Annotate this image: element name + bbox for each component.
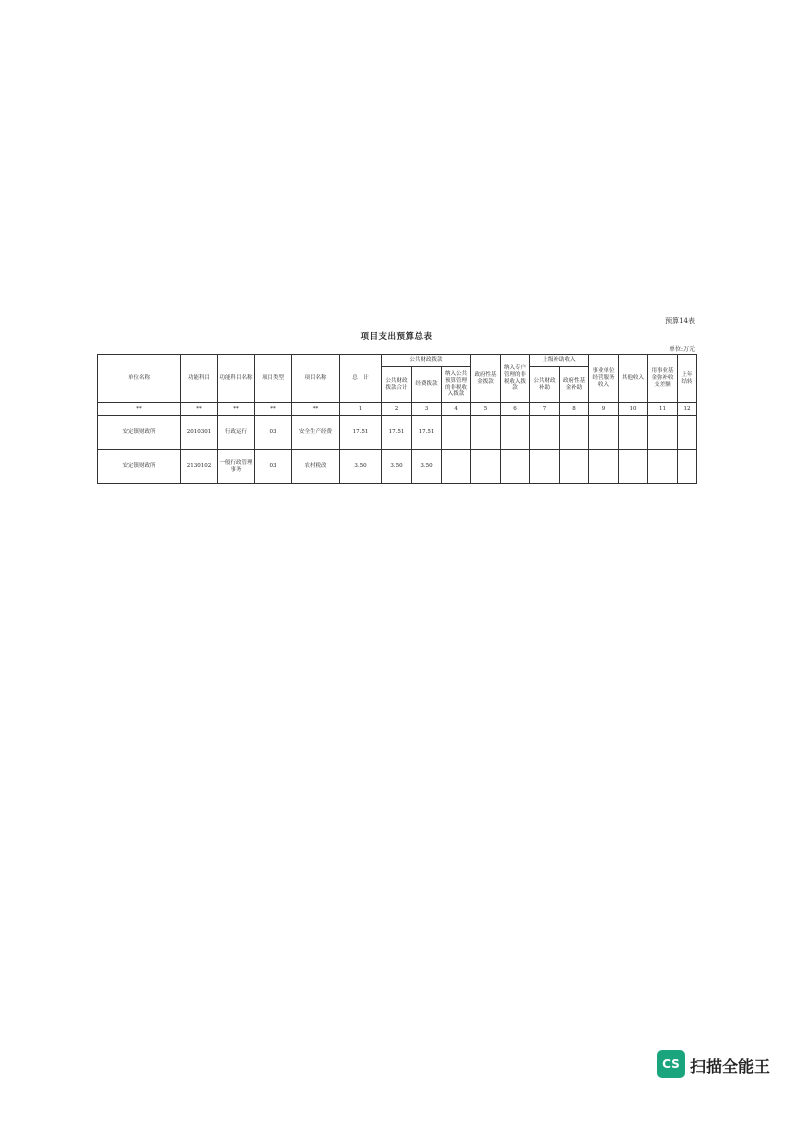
index-cell: 3 (412, 403, 442, 416)
index-cell: ** (218, 403, 255, 416)
header-fund-supplement: 用事业基金弥补收支差额 (648, 355, 678, 403)
cell-unit: 安定镇财政所 (98, 450, 181, 484)
index-cell: 10 (619, 403, 648, 416)
index-cell: 9 (589, 403, 619, 416)
cell-empty (471, 416, 501, 450)
cell-code: 2130102 (181, 450, 218, 484)
cell-empty (678, 450, 697, 484)
header-public-subsidy: 公共财政补助 (530, 367, 560, 403)
index-cell: 4 (442, 403, 471, 416)
cell-type: 03 (255, 450, 292, 484)
unit-label: 单位:万元 (668, 346, 695, 353)
cell-empty (678, 416, 697, 450)
cell-empty (471, 450, 501, 484)
index-cell: ** (292, 403, 340, 416)
cell-empty (442, 450, 471, 484)
index-cell: ** (181, 403, 218, 416)
index-cell: 1 (340, 403, 382, 416)
index-cell: 2 (382, 403, 412, 416)
cell-total: 3.50 (340, 450, 382, 484)
cell-project: 安全生产经费 (292, 416, 340, 450)
cell-empty (530, 416, 560, 450)
cell-empty (648, 450, 678, 484)
table-row (98, 450, 697, 484)
cell-type: 03 (255, 416, 292, 450)
cell-empty (648, 416, 678, 450)
index-cell: 6 (501, 403, 530, 416)
cell-empty (619, 416, 648, 450)
watermark-text: 扫描全能王 (690, 1057, 771, 1076)
index-cell: 11 (648, 403, 678, 416)
cell-public-finance-total: 3.50 (382, 450, 412, 484)
header-public-finance-total: 公共财政拨款合计 (382, 367, 412, 403)
header-special-nontax: 纳入专户管理的非税收入拨款 (501, 355, 530, 403)
table-row (98, 416, 697, 450)
header-business-income: 事业单位经营服务收入 (589, 355, 619, 403)
header-public-finance: 公共财政拨款 (382, 355, 471, 367)
cell-operating-funds: 3.50 (412, 450, 442, 484)
header-superior-subsidy: 上级补助收入 (530, 355, 589, 367)
cell-operating-funds: 17.51 (412, 416, 442, 450)
cell-empty (530, 450, 560, 484)
budget-table (97, 354, 697, 484)
cell-empty (501, 416, 530, 450)
header-function-code: 功能科目 (181, 355, 218, 403)
cell-unit: 安定镇财政所 (98, 416, 181, 450)
index-cell: 7 (530, 403, 560, 416)
cell-empty (501, 450, 530, 484)
header-project-type: 项目类型 (255, 355, 292, 403)
cell-empty (560, 416, 589, 450)
cell-empty (589, 416, 619, 450)
header-unit-name: 单位名称 (98, 355, 181, 403)
cell-project: 农村税改 (292, 450, 340, 484)
form-number: 预算14表 (665, 317, 695, 325)
page-title: 项目支出预算总表 (360, 332, 433, 342)
index-cell: 5 (471, 403, 501, 416)
index-cell: 12 (678, 403, 697, 416)
cell-empty (619, 450, 648, 484)
cell-total: 17.51 (340, 416, 382, 450)
cell-function: 一般行政管理事务 (218, 450, 255, 484)
header-function-name: 功能科目名称 (218, 355, 255, 403)
header-project-name: 项目名称 (292, 355, 340, 403)
cell-function: 行政运行 (218, 416, 255, 450)
header-other-income: 其他收入 (619, 355, 648, 403)
header-total: 总 计 (340, 355, 382, 403)
header-special-account: 纳入公共预算管理的非税收入拨款 (442, 367, 471, 403)
camscanner-logo-icon: CS (657, 1050, 685, 1078)
index-row (98, 403, 697, 416)
index-cell: ** (98, 403, 181, 416)
header-last-year-balance: 上年结转 (678, 355, 697, 403)
index-cell: ** (255, 403, 292, 416)
header-operating-funds: 经费拨款 (412, 367, 442, 403)
cell-empty (560, 450, 589, 484)
cell-empty (442, 416, 471, 450)
index-cell: 8 (560, 403, 589, 416)
cell-public-finance-total: 17.51 (382, 416, 412, 450)
header-fund-subsidy: 政府性基金补助 (560, 367, 589, 403)
header-gov-fund: 政府性基金拨款 (471, 355, 501, 403)
cell-empty (589, 450, 619, 484)
cell-code: 2010301 (181, 416, 218, 450)
